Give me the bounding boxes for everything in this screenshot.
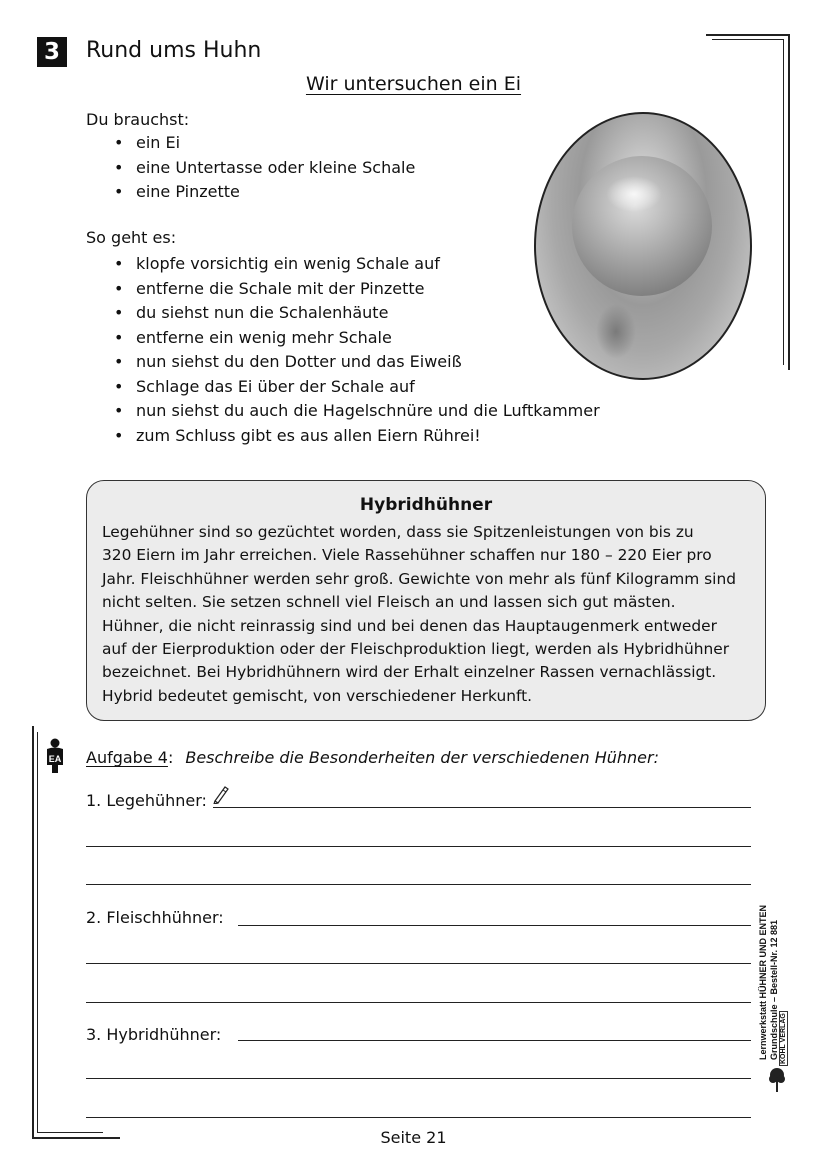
list-item: • eine Pinzette: [108, 180, 415, 205]
answer-line[interactable]: [86, 884, 751, 885]
task-colon: :: [167, 748, 174, 767]
info-box-text: [102, 521, 757, 708]
list-item: • ein Ei: [108, 131, 415, 156]
tree-logo-icon: [768, 1066, 786, 1094]
page-number: Seite 21: [380, 1128, 447, 1147]
ea-badge: EA: [48, 754, 62, 764]
answer-label-legehuehner: 1. Legehühner:: [86, 791, 207, 810]
answer-line[interactable]: [86, 1078, 751, 1079]
egg-shine: [606, 176, 662, 212]
egg-white: [596, 304, 636, 359]
list-item: • du siehst nun die Schalenhäute: [108, 301, 600, 326]
list-item: • Schlage das Ei über der Schale auf: [108, 375, 600, 400]
list-item: • nun siehst du den Dotter und das Eiweiß: [108, 350, 600, 375]
page-subtitle: [0, 73, 827, 95]
info-line: auf der Eierproduktion oder der Fleischproduktion liegt, werden als Hybridhühner: [102, 640, 730, 659]
list-item: • klopfe vorsichtig ein wenig Schale auf: [108, 252, 600, 277]
info-line: bezeichnet. Bei Hybridhühnern wird der Erhalt einzelner Rassen vernachlässigt.: [102, 663, 717, 682]
task-question: Beschreibe die Besonderheiten der verschiedenen Hühner:: [185, 748, 659, 767]
answer-line[interactable]: [238, 1040, 751, 1041]
answer-line[interactable]: [238, 925, 751, 926]
answer-line[interactable]: [213, 807, 751, 808]
list-item: • zum Schluss gibt es aus allen Eiern Rührei!: [108, 424, 600, 449]
info-line: Legehühner sind so gezüchtet worden, dass sie Spitzenleistungen von bis zu: [102, 523, 694, 541]
frame-left-inner: [37, 732, 38, 1132]
steps-list: [108, 252, 600, 448]
info-line: Jahr. Fleischhühner werden sehr groß. Gewichte von mehr als fünf Kilogramm sind: [102, 569, 736, 588]
answer-label-fleischhuehner: 2. Fleischhühner:: [86, 908, 224, 927]
sidebar-line-2: Grundschule – Bestell-Nr. 12 881: [769, 919, 779, 1060]
answer-line[interactable]: [86, 1117, 751, 1118]
list-item: • nun siehst du auch die Hagelschnüre und die Luftkammer: [108, 399, 600, 424]
person-icon: [44, 738, 66, 774]
publisher-sidebar: [758, 840, 798, 1060]
materials-list: [108, 131, 415, 205]
materials-heading: Du brauchst:: [86, 110, 190, 129]
task-heading: [86, 748, 659, 767]
info-box: [86, 480, 766, 721]
pencil-icon: [212, 784, 230, 804]
info-box-title: Hybridhühner: [359, 495, 493, 515]
answer-line[interactable]: [86, 963, 751, 964]
info-line: Hühner, die nicht reinrassig sind und bei denen das Hauptaugenmerk entweder: [102, 616, 717, 635]
info-line: 320 Eiern im Jahr erreichen. Viele Rassehühner schaffen nur 180 – 220 Eier pro: [102, 546, 712, 565]
frame-top-right: [706, 34, 788, 36]
sidebar-text: [758, 905, 780, 1060]
info-line: nicht selten. Sie setzen schnell viel Fleisch an und lassen sich gut mästen.: [102, 593, 676, 612]
list-item: • eine Untertasse oder kleine Schale: [108, 156, 415, 181]
egg-photo: [534, 112, 752, 380]
list-item: • entferne ein wenig mehr Schale: [108, 326, 600, 351]
subtitle-text: Wir untersuchen ein Ei: [305, 73, 522, 95]
steps-heading: So geht es:: [86, 228, 177, 247]
answer-label-hybridhuehner: 3. Hybridhühner:: [86, 1025, 222, 1044]
chapter-title: Rund ums Huhn: [86, 38, 262, 63]
frame-left: [32, 726, 34, 1138]
info-line: Hybrid bedeutet gemischt, von verschiedener Herkunft.: [102, 686, 533, 705]
chapter-number: 3: [37, 37, 67, 67]
frame-top-right-inner: [712, 39, 783, 40]
publisher-logo-text: KOHL VERLAG: [780, 1013, 787, 1064]
answer-line[interactable]: [86, 846, 751, 847]
list-item: • entferne die Schale mit der Pinzette: [108, 277, 600, 302]
sidebar-line-1: Lernwerkstatt HÜHNER UND ENTEN: [758, 904, 768, 1060]
answer-line[interactable]: [86, 1002, 751, 1003]
task-label: Aufgabe 4: [86, 748, 168, 767]
